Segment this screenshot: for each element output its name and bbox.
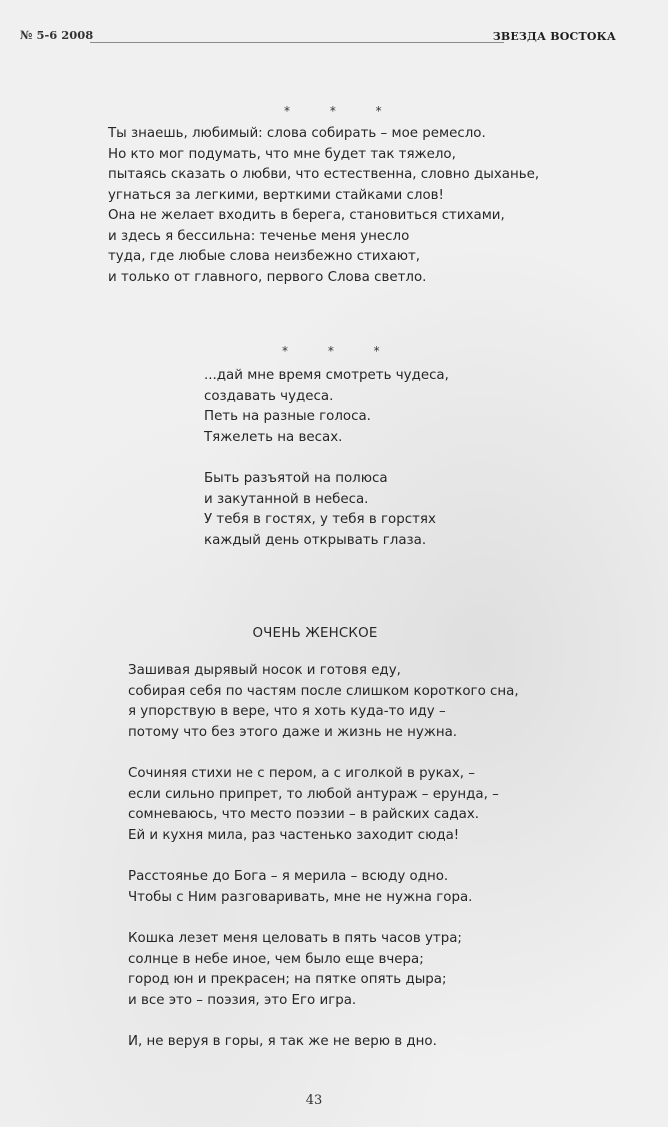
poem-line: солнце в небе иное, чем было еще вчера; [128, 951, 424, 967]
stanza [204, 366, 449, 448]
poem-line: каждый день открывать глаза. [204, 532, 427, 548]
poem-line: Расстоянье до Бога – я мерила – всюду одно. [128, 869, 449, 884]
poem-line: и закутанной в небеса. [204, 491, 369, 507]
poem3-title: ОЧЕНЬ ЖЕНСКОЕ [252, 626, 378, 641]
poem2-stars: * * * [282, 344, 398, 358]
poem-line: Быть разъятой на полюса [204, 471, 388, 486]
poem-line: Сочиняя стихи не с пером, а с иголкой в руках, – [128, 766, 476, 781]
header-rule [90, 42, 504, 43]
poem-line: и здесь я бессильна: теченье меня унесло [108, 228, 410, 244]
poem-line: У тебя в гостях, у тебя в горстях [204, 512, 436, 527]
poem2 [204, 366, 449, 551]
poem-line: потому что без этого даже и жизнь не нужна. [128, 724, 458, 740]
poem-line: и только от главного, первого Слова светло. [108, 269, 427, 285]
stanza [128, 867, 519, 908]
stanza [128, 764, 519, 846]
stanza [204, 469, 449, 551]
magazine-title: ЗВЕЗДА ВОСТОКА [492, 30, 616, 43]
poem-line: создавать чудеса. [204, 388, 334, 404]
poem3 [128, 661, 519, 1053]
poem-line: туда, где любые слова неизбежно стихают, [108, 249, 421, 264]
poem-line: Ты знаешь, любимый: слова собирать – мое ремесло. [108, 126, 486, 141]
page-number: 43 [305, 1093, 323, 1108]
poem-line: собирая себя по частям после слишком короткого сна, [128, 683, 519, 699]
poem-line: город юн и прекрасен; на пятке опять дыра; [128, 972, 447, 987]
poem-line: я упорствую в вере, что я хоть куда-то иду – [128, 704, 446, 719]
stanza [128, 661, 519, 743]
poem-line: Кошка лезет меня целовать в пять часов утра; [128, 931, 462, 946]
poem-line: если сильно припрет, то любой антураж – ерунда, – [128, 786, 499, 802]
issue-number: № 5-6 2008 [20, 28, 94, 42]
poem1-stars: * * * [284, 104, 400, 118]
poem-line: Петь на разные голоса. [204, 409, 371, 424]
running-header [20, 28, 616, 46]
poem-line: сомневаюсь, что место поэзии – в райских садах. [128, 807, 480, 822]
poem-line: Тяжелеть на весах. [204, 429, 343, 445]
poem-line: пытаясь сказать о любви, что естественна, словно дыханье, [108, 167, 540, 182]
poem1 [108, 124, 539, 288]
poem-line: Она не желает входить в берега, становиться стихами, [108, 208, 505, 223]
poem-line: и все это – поэзия, это Его игра. [128, 992, 357, 1008]
poem-line: И, не веруя в горы, я так же не верю в дно. [128, 1034, 437, 1049]
poem-line: Чтобы с Ним разговаривать, мне не нужна гора. [128, 889, 473, 905]
poem-line: ...дай мне время смотреть чудеса, [204, 368, 449, 383]
stanza [128, 1032, 519, 1053]
stanza [128, 929, 519, 1011]
poem-line: угнаться за легкими, верткими стайками слов! [108, 187, 444, 203]
poem-line: Но кто мог подумать, что мне будет так тяжело, [108, 146, 456, 162]
poem-line: Зашивая дырявый носок и готовя еду, [128, 663, 401, 678]
poem-line: Ей и кухня мила, раз частенько заходит сюда! [128, 827, 460, 843]
